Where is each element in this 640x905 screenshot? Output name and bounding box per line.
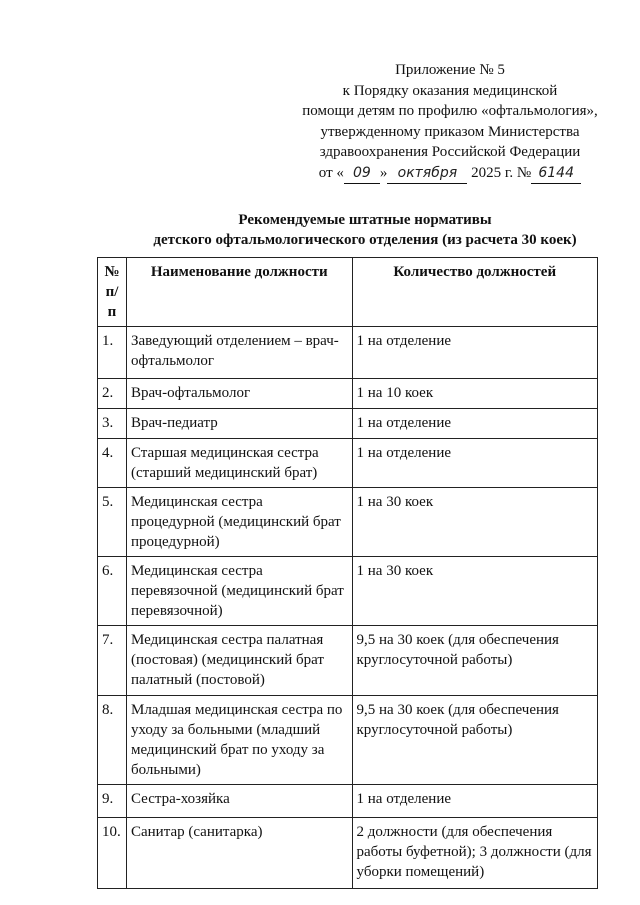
row-number: 3.: [98, 409, 127, 439]
position-name: Младшая медицинская сестра по уходу за больными (младший медицинский брат по уходу за больными): [126, 696, 352, 785]
position-count: 1 на 30 коек: [352, 557, 597, 626]
table-row: [98, 379, 598, 409]
table-row: [98, 696, 598, 785]
position-count: 1 на отделение: [352, 327, 597, 379]
table-row: [98, 785, 598, 818]
table-row: [98, 626, 598, 696]
row-number: 4.: [98, 439, 127, 488]
handwritten-day: 09: [344, 163, 380, 185]
header-number: № п/п: [98, 258, 127, 327]
table-row: [98, 557, 598, 626]
title-line: детского офтальмологического отделения (из расчета 30 коек): [153, 232, 577, 248]
position-count: 1 на 30 коек: [352, 488, 597, 557]
header-position: Наименование должности: [126, 258, 352, 327]
title-line: Рекомендуемые штатные нормативы: [238, 212, 492, 228]
year-text: 2025 г. №: [471, 164, 532, 181]
row-number: 10.: [98, 818, 127, 889]
position-count: 1 на 10 коек: [352, 379, 597, 409]
table-row: [98, 409, 598, 439]
row-number: 7.: [98, 626, 127, 696]
table-row: [98, 327, 598, 379]
position-name: Медицинская сестра палатная (постовая) (медицинский брат палатный (постовой): [126, 626, 352, 696]
position-name: Медицинская сестра процедурной (медицинский брат процедурной): [126, 488, 352, 557]
date-mid: »: [379, 164, 388, 181]
header-line: Приложение № 5: [395, 62, 505, 78]
position-name: Врач-педиатр: [126, 409, 352, 439]
handwritten-order-number: 6144: [531, 163, 581, 185]
header-line: утвержденному приказом Министерства: [320, 123, 580, 140]
row-number: 2.: [98, 379, 127, 409]
table-row: [98, 439, 598, 488]
position-count: 2 должности (для обеспечения работы буфетной); 3 должности (для уборки помещений): [352, 818, 597, 889]
header-count: Количество должностей: [352, 258, 597, 327]
position-count: 1 на отделение: [352, 409, 597, 439]
position-name: Санитар (санитарка): [126, 818, 352, 889]
position-name: Старшая медицинская сестра (старший медицинский брат): [126, 439, 352, 488]
header-line: к Порядку оказания медицинской: [342, 82, 558, 99]
header-line: помощи детям по профилю «офтальмология»,: [302, 103, 598, 119]
row-number: 1.: [98, 327, 127, 379]
position-name: Медицинская сестра перевязочной (медицинский брат перевязочной): [126, 557, 352, 626]
table-row: [98, 488, 598, 557]
row-number: 6.: [98, 557, 127, 626]
position-name: Сестра-хозяйка: [126, 785, 352, 818]
row-number: 5.: [98, 488, 127, 557]
row-number: 9.: [98, 785, 127, 818]
position-count: 1 на отделение: [352, 439, 597, 488]
appendix-header: [280, 60, 620, 184]
position-count: 9,5 на 30 коек (для обеспечения круглосуточной работы): [352, 626, 597, 696]
document-title: [100, 210, 630, 250]
position-count: 1 на отделение: [352, 785, 597, 818]
date-prefix: от «: [318, 164, 344, 181]
order-date-line: [280, 163, 620, 185]
row-number: 8.: [98, 696, 127, 785]
position-name: Врач-офтальмолог: [126, 379, 352, 409]
table-header-row: [98, 258, 598, 327]
position-name: Заведующий отделением – врач-офтальмолог: [126, 327, 352, 379]
staffing-table: [97, 257, 598, 889]
table-row: [98, 818, 598, 889]
handwritten-month: октября: [387, 163, 467, 185]
header-line: здравоохранения Российской Федерации: [319, 144, 581, 160]
position-count: 9,5 на 30 коек (для обеспечения круглосуточной работы): [352, 696, 597, 785]
